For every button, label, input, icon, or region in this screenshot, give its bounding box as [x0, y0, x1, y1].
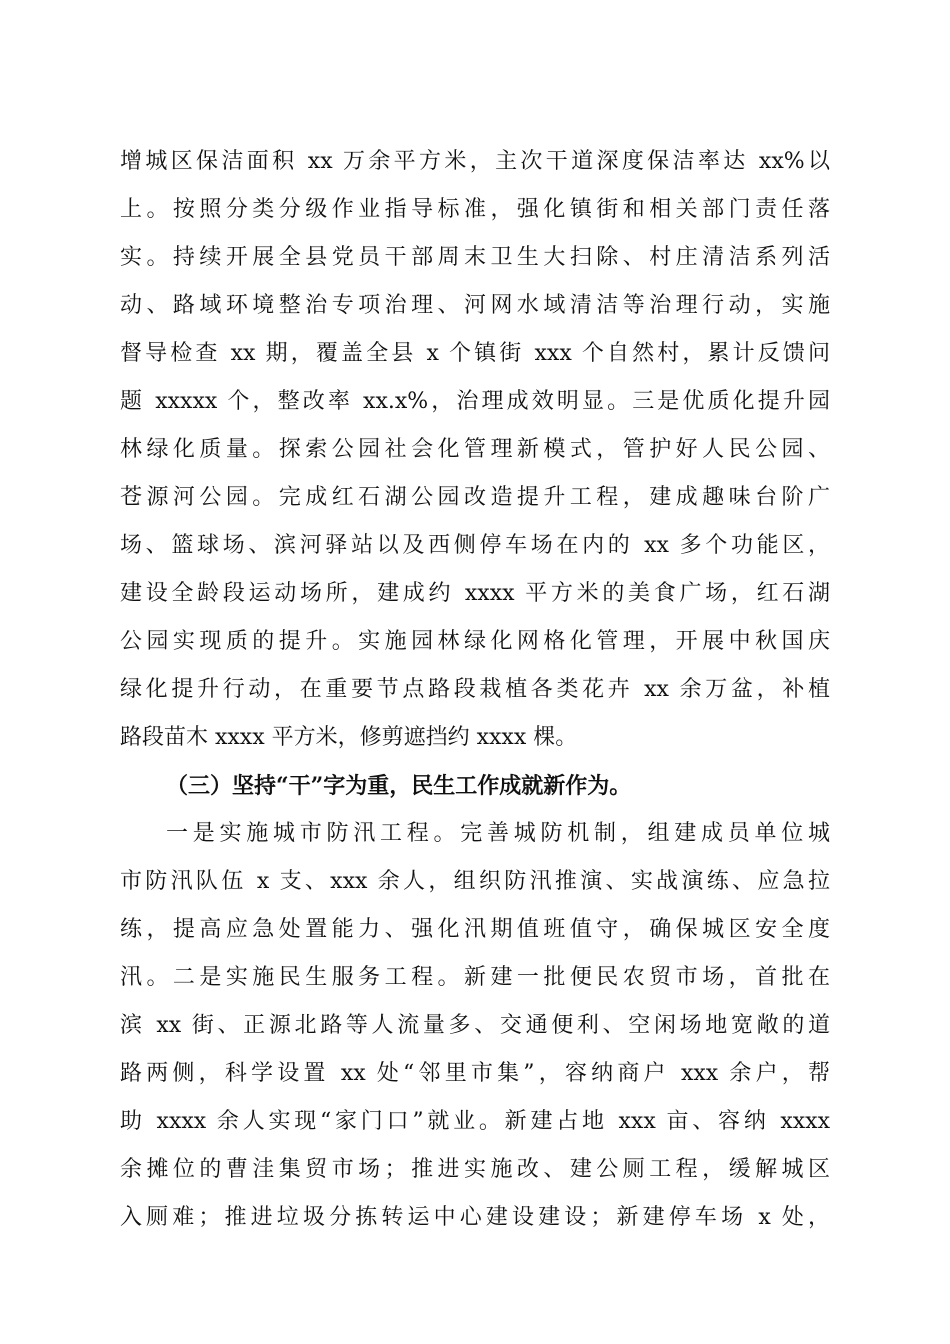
body-line: 场、篮球场、滨河驿站以及西侧停车场在内的 xx 多个功能区，	[120, 533, 830, 558]
body-line: 汛。二是实施民生服务工程。新建一批便民农贸市场，首批在	[120, 965, 830, 990]
section-heading: （三）坚持“干”字为重，民生工作成就新作为。	[166, 773, 632, 799]
body-line: 建设全龄段运动场所，建成约 xxxx 平方米的美食广场，红石湖	[120, 581, 830, 606]
body-line: 实。持续开展全县党员干部周末卫生大扫除、村庄清洁系列活	[120, 245, 830, 270]
body-line: 题 xxxxx 个，整改率 xx.x%，治理成效明显。三是优质化提升园	[120, 389, 830, 414]
body-line: 督导检查 xx 期，覆盖全县 x 个镇街 xxx 个自然村，累计反馈问	[120, 341, 830, 366]
body-line: 滨 xx 街、正源北路等人流量多、交通便利、空闲场地宽敞的道	[120, 1013, 830, 1038]
body-line: 余摊位的曹洼集贸市场；推进实施改、建公厕工程，缓解城区	[120, 1157, 830, 1182]
body-line: 绿化提升行动，在重要节点路段栽植各类花卉 xx 余万盆，补植	[120, 677, 830, 702]
body-line: 路两侧，科学设置 xx 处“邻里市集”，容纳商户 xxx 余户，帮	[120, 1061, 830, 1086]
paragraph-first-line: 一是实施城市防汛工程。完善城防机制，组建成员单位城	[166, 821, 830, 846]
body-line: 路段苗木 xxxx 平方米，修剪遮挡约 xxxx 棵。	[120, 725, 578, 750]
body-line: 市防汛队伍 x 支、xxx 余人，组织防汛推演、实战演练、应急拉	[120, 869, 830, 894]
body-line: 苍源河公园。完成红石湖公园改造提升工程，建成趣味台阶广	[120, 485, 830, 510]
body-line: 助 xxxx 余人实现“家门口”就业。新建占地 xxx 亩、容纳 xxxx	[120, 1109, 830, 1134]
body-line: 公园实现质的提升。实施园林绿化网格化管理，开展中秋国庆	[120, 629, 830, 654]
body-line: 练，提高应急处置能力、强化汛期值班值守，确保城区安全度	[120, 917, 830, 942]
body-line: 上。按照分类分级作业指导标准，强化镇街和相关部门责任落	[120, 197, 830, 222]
body-line: 入厕难；推进垃圾分拣转运中心建设建设；新建停车场 x 处，	[120, 1205, 830, 1230]
body-line: 林绿化质量。探索公园社会化管理新模式，管护好人民公园、	[120, 437, 830, 462]
body-line: 动、路域环境整治专项治理、河网水域清洁等治理行动，实施	[120, 293, 830, 318]
body-line: 增城区保洁面积 xx 万余平方米，主次干道深度保洁率达 xx%以	[120, 149, 830, 174]
